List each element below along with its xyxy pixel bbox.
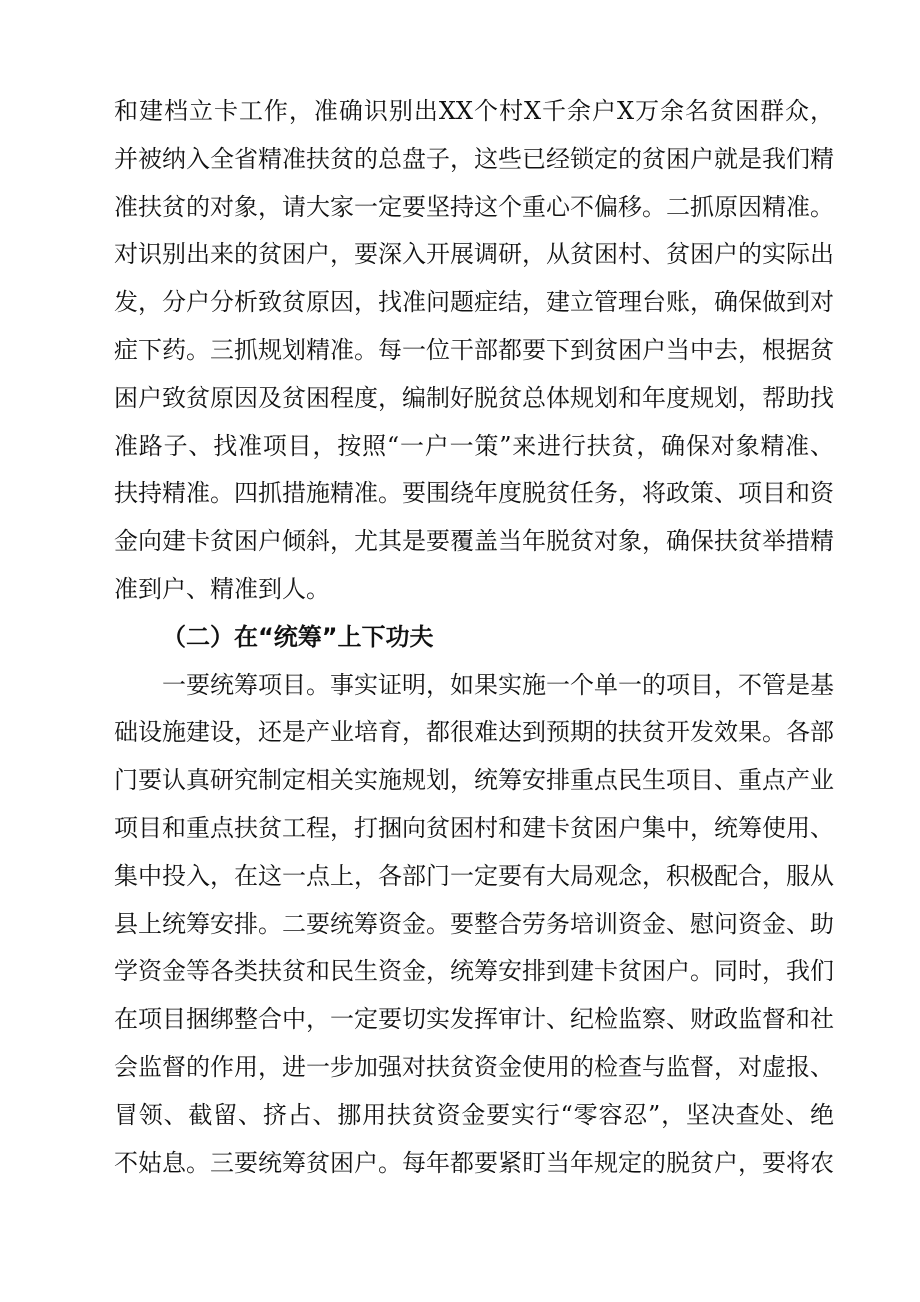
text-line: 准到户、精准到人。 (114, 574, 330, 603)
paragraph-precision (114, 88, 834, 614)
text-line: 和建档立卡工作，准确识别出XX个村X千余户X万余名贫困群众， (114, 97, 834, 125)
text-line: 冒领、截留、挤占、挪用扶贫资金要实行“零容忍”，坚决查处、绝 (114, 1100, 834, 1129)
text-line: 在项目捆绑整合中，一定要切实发挥审计、纪检监察、财政监督和社 (114, 1005, 834, 1034)
text-line: 扶持精准。四抓措施精准。要围绕年度脱贫任务，将政策、项目和资 (114, 479, 834, 508)
text-line: 准扶贫的对象，请大家一定要坚持这个重心不偏移。二抓原因精准。 (114, 192, 834, 221)
text-line: 县上统筹安排。二要统筹资金。要整合劳务培训资金、慰问资金、助 (114, 909, 834, 938)
text-line: 学资金等各类扶贫和民生资金，统筹安排到建卡贫困户。同时，我们 (114, 957, 834, 986)
text-line: 困户致贫原因及贫困程度，编制好脱贫总体规划和年度规划，帮助找 (114, 383, 834, 412)
text-line: 金向建卡贫困户倾斜，尤其是要覆盖当年脱贫对象，确保扶贫举措精 (114, 527, 834, 556)
paragraph-coordination (114, 662, 834, 1188)
document-body (114, 88, 834, 1187)
text-line: 准路子、找准项目，按照“一户一策”来进行扶贫，确保对象精准、 (114, 431, 834, 460)
text-line: 项目和重点扶贫工程，打捆向贫困村和建卡贫困户集中，统筹使用、 (114, 813, 834, 842)
text-line: 一要统筹项目。事实证明，如果实施一个单一的项目，不管是基 (162, 670, 834, 699)
text-line: 并被纳入全省精准扶贫的总盘子，这些已经锁定的贫困户就是我们精 (114, 144, 834, 173)
text-line: 不姑息。三要统筹贫困户。每年都要紧盯当年规定的脱贫户，要将农 (114, 1148, 834, 1177)
text-line: 对识别出来的贫困户，要深入开展调研，从贫困村、贫困户的实际出 (114, 240, 834, 269)
text-line: 门要认真研究制定相关实施规划，统筹安排重点民生项目、重点产业 (114, 766, 834, 795)
text-line: 发，分户分析致贫原因，找准问题症结，建立管理台账，确保做到对 (114, 288, 834, 317)
text-line: 础设施建设，还是产业培育，都很难达到预期的扶贫开发效果。各部 (114, 718, 834, 747)
text-line: 集中投入，在这一点上，各部门一定要有大局观念，积极配合，服从 (114, 861, 834, 890)
text-line: 症下药。三抓规划精准。每一位干部都要下到贫困户当中去，根据贫 (114, 335, 834, 364)
section-heading: （二）在“统筹”上下功夫 (162, 622, 434, 651)
text-line: 会监督的作用，进一步加强对扶贫资金使用的检查与监督，对虚报、 (114, 1052, 834, 1081)
